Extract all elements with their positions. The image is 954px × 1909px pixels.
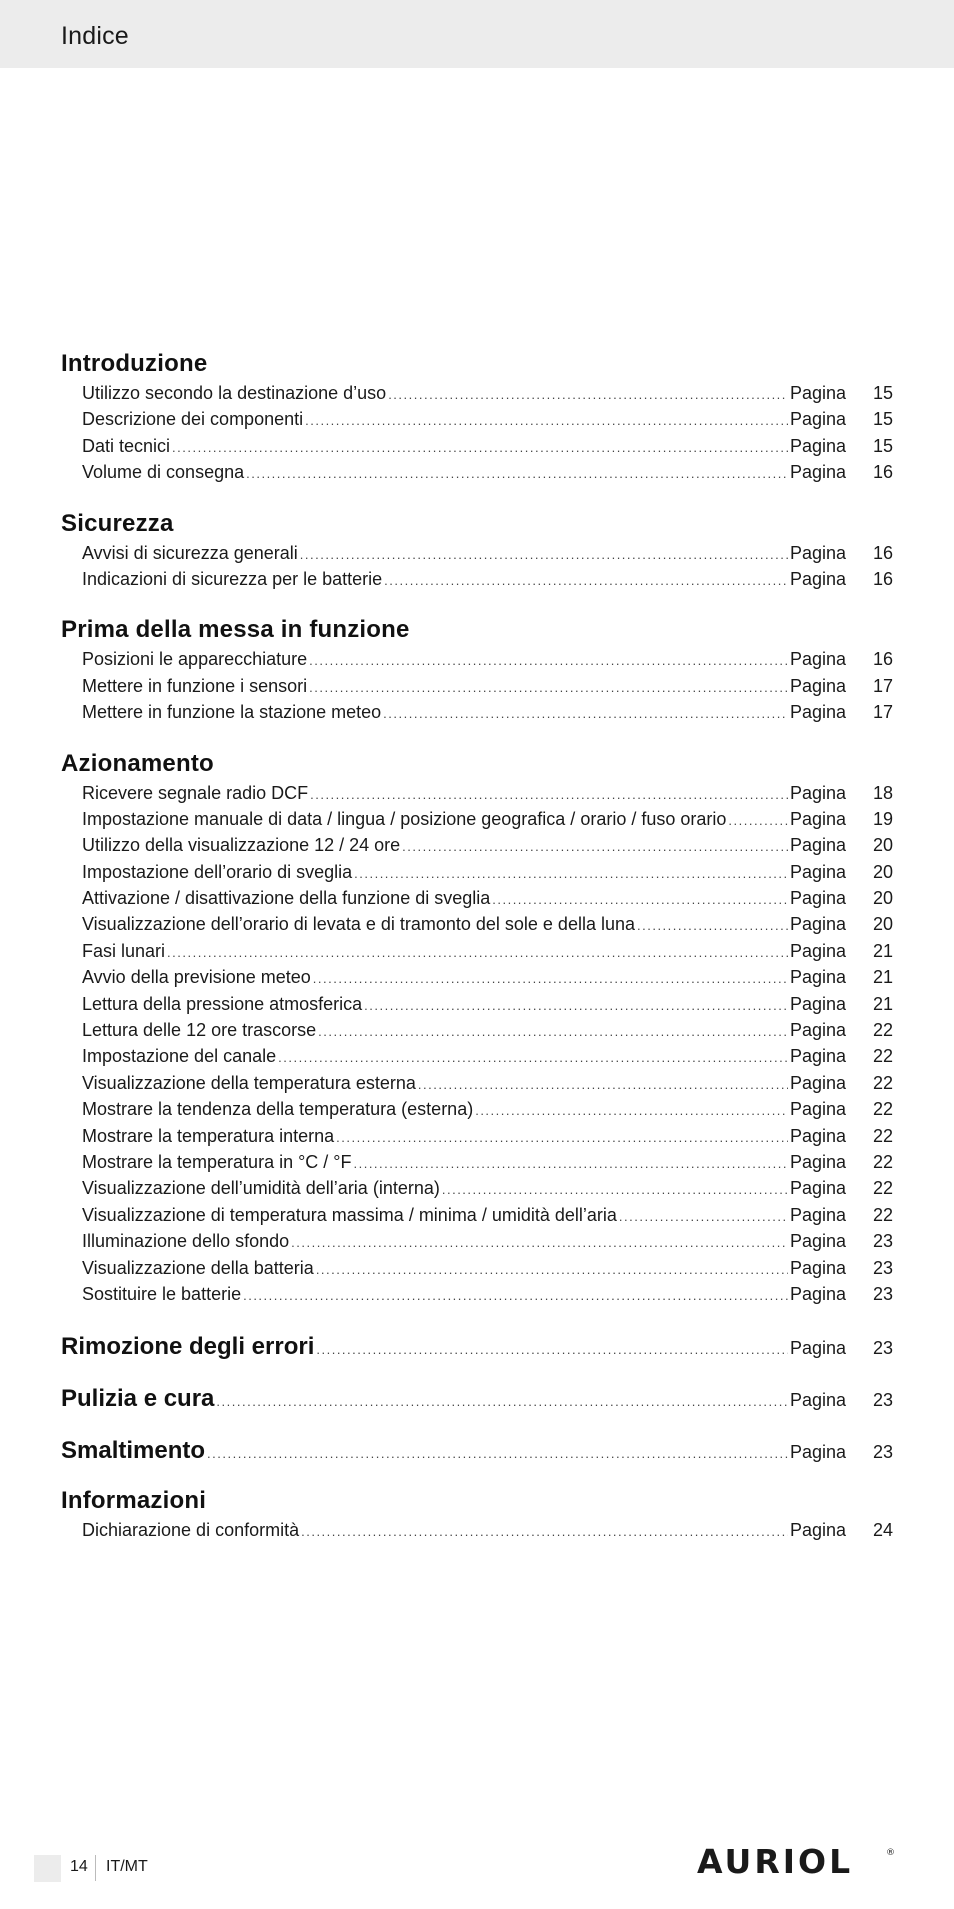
page-word: Pagina [790,1338,847,1359]
page-word: Pagina [790,1231,847,1252]
toc-entry[interactable] [61,911,893,937]
footer-page-number: 14 [70,1858,88,1875]
toc-entry[interactable] [61,1096,893,1122]
page-number: 16 [872,568,893,589]
page-number: 16 [872,649,893,670]
page-number: 17 [872,702,893,723]
toc-entry-label: Visualizzazione dell’umidità dell’aria (interna) [82,1178,440,1199]
page-number: 17 [872,675,893,696]
page-number: 22 [872,1125,893,1146]
page-number: 22 [872,1072,893,1093]
toc-entry[interactable] [61,832,893,858]
toc-entry[interactable] [61,780,893,806]
toc-entry[interactable] [61,1517,893,1543]
dot-leader [475,1098,788,1124]
section-heading: Sicurezza [61,509,174,537]
toc-section [61,614,893,725]
toc-entry-label: Illuminazione dello sfondo [82,1231,290,1252]
toc-section [61,348,893,486]
dot-leader [246,461,788,487]
toc-entry-label: Avvisi di sicurezza generali [82,542,298,563]
page-number: 21 [872,993,893,1014]
dot-leader [492,887,788,913]
page-number: 22 [872,1046,893,1067]
page-word: Pagina [790,675,847,696]
toc-entry[interactable] [61,964,893,990]
page-number: 20 [872,888,893,909]
dot-leader [354,861,788,887]
page-number: 22 [872,1204,893,1225]
toc-entry[interactable] [61,540,893,566]
registered-mark: ® [886,1848,895,1858]
page-word: Pagina [790,993,847,1014]
toc-entry[interactable] [61,991,893,1017]
page-word: Pagina [790,1257,847,1278]
page-number: 19 [872,808,893,829]
toc-entry[interactable] [61,1043,893,1069]
page-number: 23 [872,1442,893,1463]
page-number: 23 [872,1390,893,1411]
section-heading: Smaltimento [61,1437,206,1465]
toc-entry-label: Impostazione manuale di data / lingua / posizione geografica / orario / fuso orario [82,808,727,829]
section-heading: Informazioni [61,1487,207,1515]
page-number: 15 [872,409,893,430]
page-word: Pagina [790,808,847,829]
dot-leader [316,1257,788,1283]
toc-entry-label: Utilizzo della visualizzazione 12 / 24 ore [82,835,401,856]
toc-entry[interactable] [61,1070,893,1096]
page-number: 20 [872,835,893,856]
page-word: Pagina [790,435,847,456]
page-word: Pagina [790,1442,847,1463]
page-word: Pagina [790,462,847,483]
dot-leader [388,382,788,408]
toc-entry-label: Ricevere segnale radio DCF [82,782,309,803]
page-number: 22 [872,1020,893,1041]
toc-section [61,508,893,593]
page-word: Pagina [790,967,847,988]
dot-leader [442,1177,788,1203]
dot-leader [207,1436,788,1472]
page-word: Pagina [790,1204,847,1225]
dot-leader [364,993,788,1019]
page-word: Pagina [790,1151,847,1172]
footer-page-box [34,1855,61,1882]
toc-entry[interactable] [61,1202,893,1228]
section-heading: Rimozione degli errori [61,1333,315,1361]
toc-entry[interactable] [61,646,893,672]
dot-leader [353,1151,788,1177]
toc-entry[interactable] [61,566,893,592]
toc-entry-label: Mostrare la temperatura interna [82,1125,335,1146]
toc-entry-label: Dichiarazione di conformità [82,1520,300,1541]
toc-entry-label: Volume di consegna [82,462,245,483]
toc-section [61,1485,893,1543]
header-bar [0,0,954,68]
toc-entry-label: Posizioni le apparecchiature [82,649,308,670]
page-number: 22 [872,1099,893,1120]
toc-entry-label: Visualizzazione dell’orario di levata e di tramonto del sole e della luna [82,914,635,935]
dot-leader [309,675,788,701]
dot-leader [619,1204,788,1230]
toc-entry-label: Fasi lunari [82,940,166,961]
page-word: Pagina [790,1390,847,1411]
page-number: 16 [872,462,893,483]
page-number: 23 [872,1338,893,1359]
toc-entry-label: Lettura della pressione atmosferica [82,993,363,1014]
dot-leader [167,940,788,966]
page-number: 15 [872,435,893,456]
page-word: Pagina [790,835,847,856]
dot-leader [291,1230,788,1256]
toc-entry[interactable] [61,1017,893,1043]
toc-entry[interactable] [61,380,893,406]
dot-leader [318,1019,788,1045]
page-word: Pagina [790,1072,847,1093]
page-word: Pagina [790,568,847,589]
page-number: 20 [872,861,893,882]
toc-entry-label: Impostazione del canale [82,1046,277,1067]
toc-entry[interactable] [61,1175,893,1201]
page-number: 22 [872,1151,893,1172]
page-word: Pagina [790,383,847,403]
toc-entry[interactable] [61,1149,893,1175]
page-word: Pagina [790,1046,847,1067]
section-heading: Azionamento [61,749,214,777]
toc-entry[interactable] [61,1228,893,1254]
dot-leader [278,1045,788,1071]
page-number: 22 [872,1178,893,1199]
toc-entry-label: Attivazione / disattivazione della funzione di sveglia [82,888,491,909]
dot-leader [216,1384,788,1420]
footer-language-code: IT/MT [106,1858,148,1875]
toc-entry[interactable] [61,1281,893,1307]
page-number: 24 [872,1520,893,1541]
page-number: 23 [872,1283,893,1304]
dot-leader [418,1072,788,1098]
page-word: Pagina [790,1020,847,1041]
page-word: Pagina [790,1283,847,1304]
page-number: 23 [872,1231,893,1252]
page-word: Pagina [790,1125,847,1146]
toc-major-entry[interactable] [61,1433,893,1469]
toc-entry-label: Utilizzo secondo la destinazione d’uso [82,383,387,403]
toc-entry[interactable] [61,885,893,911]
toc-entry-label: Visualizzazione della batteria [82,1257,314,1278]
toc-entry-label: Lettura delle 12 ore trascorse [82,1020,317,1041]
toc-entry-label: Impostazione dell’orario di sveglia [82,861,353,882]
page-number: 20 [872,914,893,935]
toc-major-entry[interactable] [61,1381,893,1417]
page-word: Pagina [790,649,847,670]
dot-leader [402,834,788,860]
page-word: Pagina [790,702,847,723]
toc-entry[interactable] [61,1255,893,1281]
toc-entry[interactable] [61,673,893,699]
dot-leader [383,701,788,727]
toc-entry-label: Descrizione dei componenti [82,409,304,430]
dot-leader [313,966,788,992]
section-heading: Pulizia e cura [61,1385,215,1413]
toc-entry-label: Mettere in funzione i sensori [82,675,308,696]
toc-entry[interactable] [61,406,893,432]
toc-entry[interactable] [61,459,893,485]
dot-leader [172,435,788,461]
toc-entry-label: Mettere in funzione la stazione meteo [82,702,382,723]
dot-leader [300,542,788,568]
dot-leader [728,808,788,834]
dot-leader [384,568,788,594]
section-heading: Prima della messa in funzione [61,616,410,644]
section-heading: Introduzione [61,350,208,377]
page-title: Indice [61,22,129,50]
dot-leader [637,913,788,939]
page-word: Pagina [790,1099,847,1120]
dot-leader [305,408,788,434]
page-word: Pagina [790,861,847,882]
page-number: 23 [872,1257,893,1278]
table-of-contents [61,348,893,1566]
dot-leader [243,1283,788,1309]
dot-leader [316,1332,788,1368]
toc-major-entry[interactable] [61,1329,893,1365]
page-word: Pagina [790,940,847,961]
dot-leader [310,782,788,808]
page-word: Pagina [790,1178,847,1199]
dot-leader [336,1125,788,1151]
toc-entry-label: Dati tecnici [82,435,171,456]
toc-entry-label: Mostrare la tendenza della temperatura (esterna) [82,1099,474,1120]
dot-leader [301,1519,788,1545]
page-word: Pagina [790,914,847,935]
page-number: 18 [872,782,893,803]
toc-entry-label: Visualizzazione della temperatura esterna [82,1072,416,1093]
toc-entry-label: Visualizzazione di temperatura massima / minima / umidità dell’aria [82,1204,617,1225]
toc-entry-label: Indicazioni di sicurezza per le batterie [82,568,383,589]
page-number: 15 [872,383,893,403]
toc-entry-label: Mostrare la temperatura in °C / °F [82,1151,352,1172]
toc-entry-label: Avvio della previsione meteo [82,967,311,988]
page-number: 21 [872,940,893,961]
page-word: Pagina [790,782,847,803]
toc-entry[interactable] [61,806,893,832]
page-word: Pagina [790,1520,847,1541]
toc-entry[interactable] [61,699,893,725]
toc-section [61,748,893,1308]
page-word: Pagina [790,542,847,563]
toc-entry[interactable] [61,938,893,964]
toc-entry[interactable] [61,1123,893,1149]
page-word: Pagina [790,888,847,909]
page-word: Pagina [790,409,847,430]
footer-divider [95,1855,96,1881]
dot-leader [309,648,788,674]
brand-logo: AURIOL [697,1842,854,1881]
page-number: 16 [872,542,893,563]
toc-entry-label: Sostituire le batterie [82,1283,242,1304]
toc-entry[interactable] [61,433,893,459]
toc-entry[interactable] [61,859,893,885]
page-number: 21 [872,967,893,988]
